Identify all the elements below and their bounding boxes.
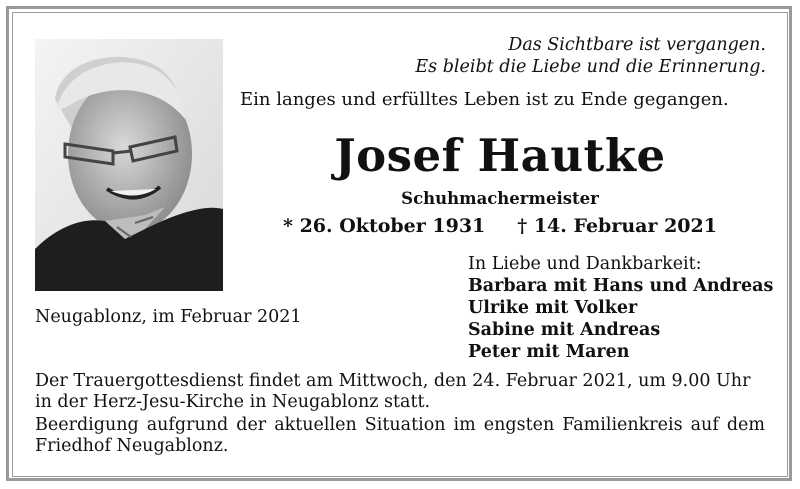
mourners-block [468,253,773,363]
deceased-profession: Schuhmachermeister [401,189,599,208]
deceased-name: Josef Hautke [334,129,666,182]
service-notice: Der Trauergottesdienst findet am Mittwoch, den 24. Februar 2021, um 9.00 Uhr in der Herz-Jesu-Kirche in Neugablonz statt. [35,371,751,412]
burial-notice: Beerdigung aufgrund der aktuellen Situation im engsten Familienkreis auf dem Friedhof Neugablonz. [35,415,765,456]
portrait-photo [35,39,223,291]
birth-date: * 26. Oktober 1931 [283,215,486,237]
mourner-name: Peter mit Maren [468,342,630,362]
mourner-name: Sabine mit Andreas [468,320,661,340]
mourner-name: Ulrike mit Volker [468,298,638,318]
intro-sentence: Ein langes und erfülltes Leben ist zu Ende gegangen. [240,89,729,110]
memorial-quote [415,34,766,78]
mourners-heading: In Liebe und Dankbarkeit: [468,254,702,274]
death-date: † 14. Februar 2021 [517,215,717,237]
quote-line-1: Das Sichtbare ist vergangen. [508,35,766,55]
quote-line-2: Es bleibt die Liebe und die Erinnerung. [415,57,766,77]
place-and-date: Neugablonz, im Februar 2021 [35,307,302,327]
life-dates [240,214,760,238]
mourner-name: Barbara mit Hans und Andreas [468,276,774,296]
